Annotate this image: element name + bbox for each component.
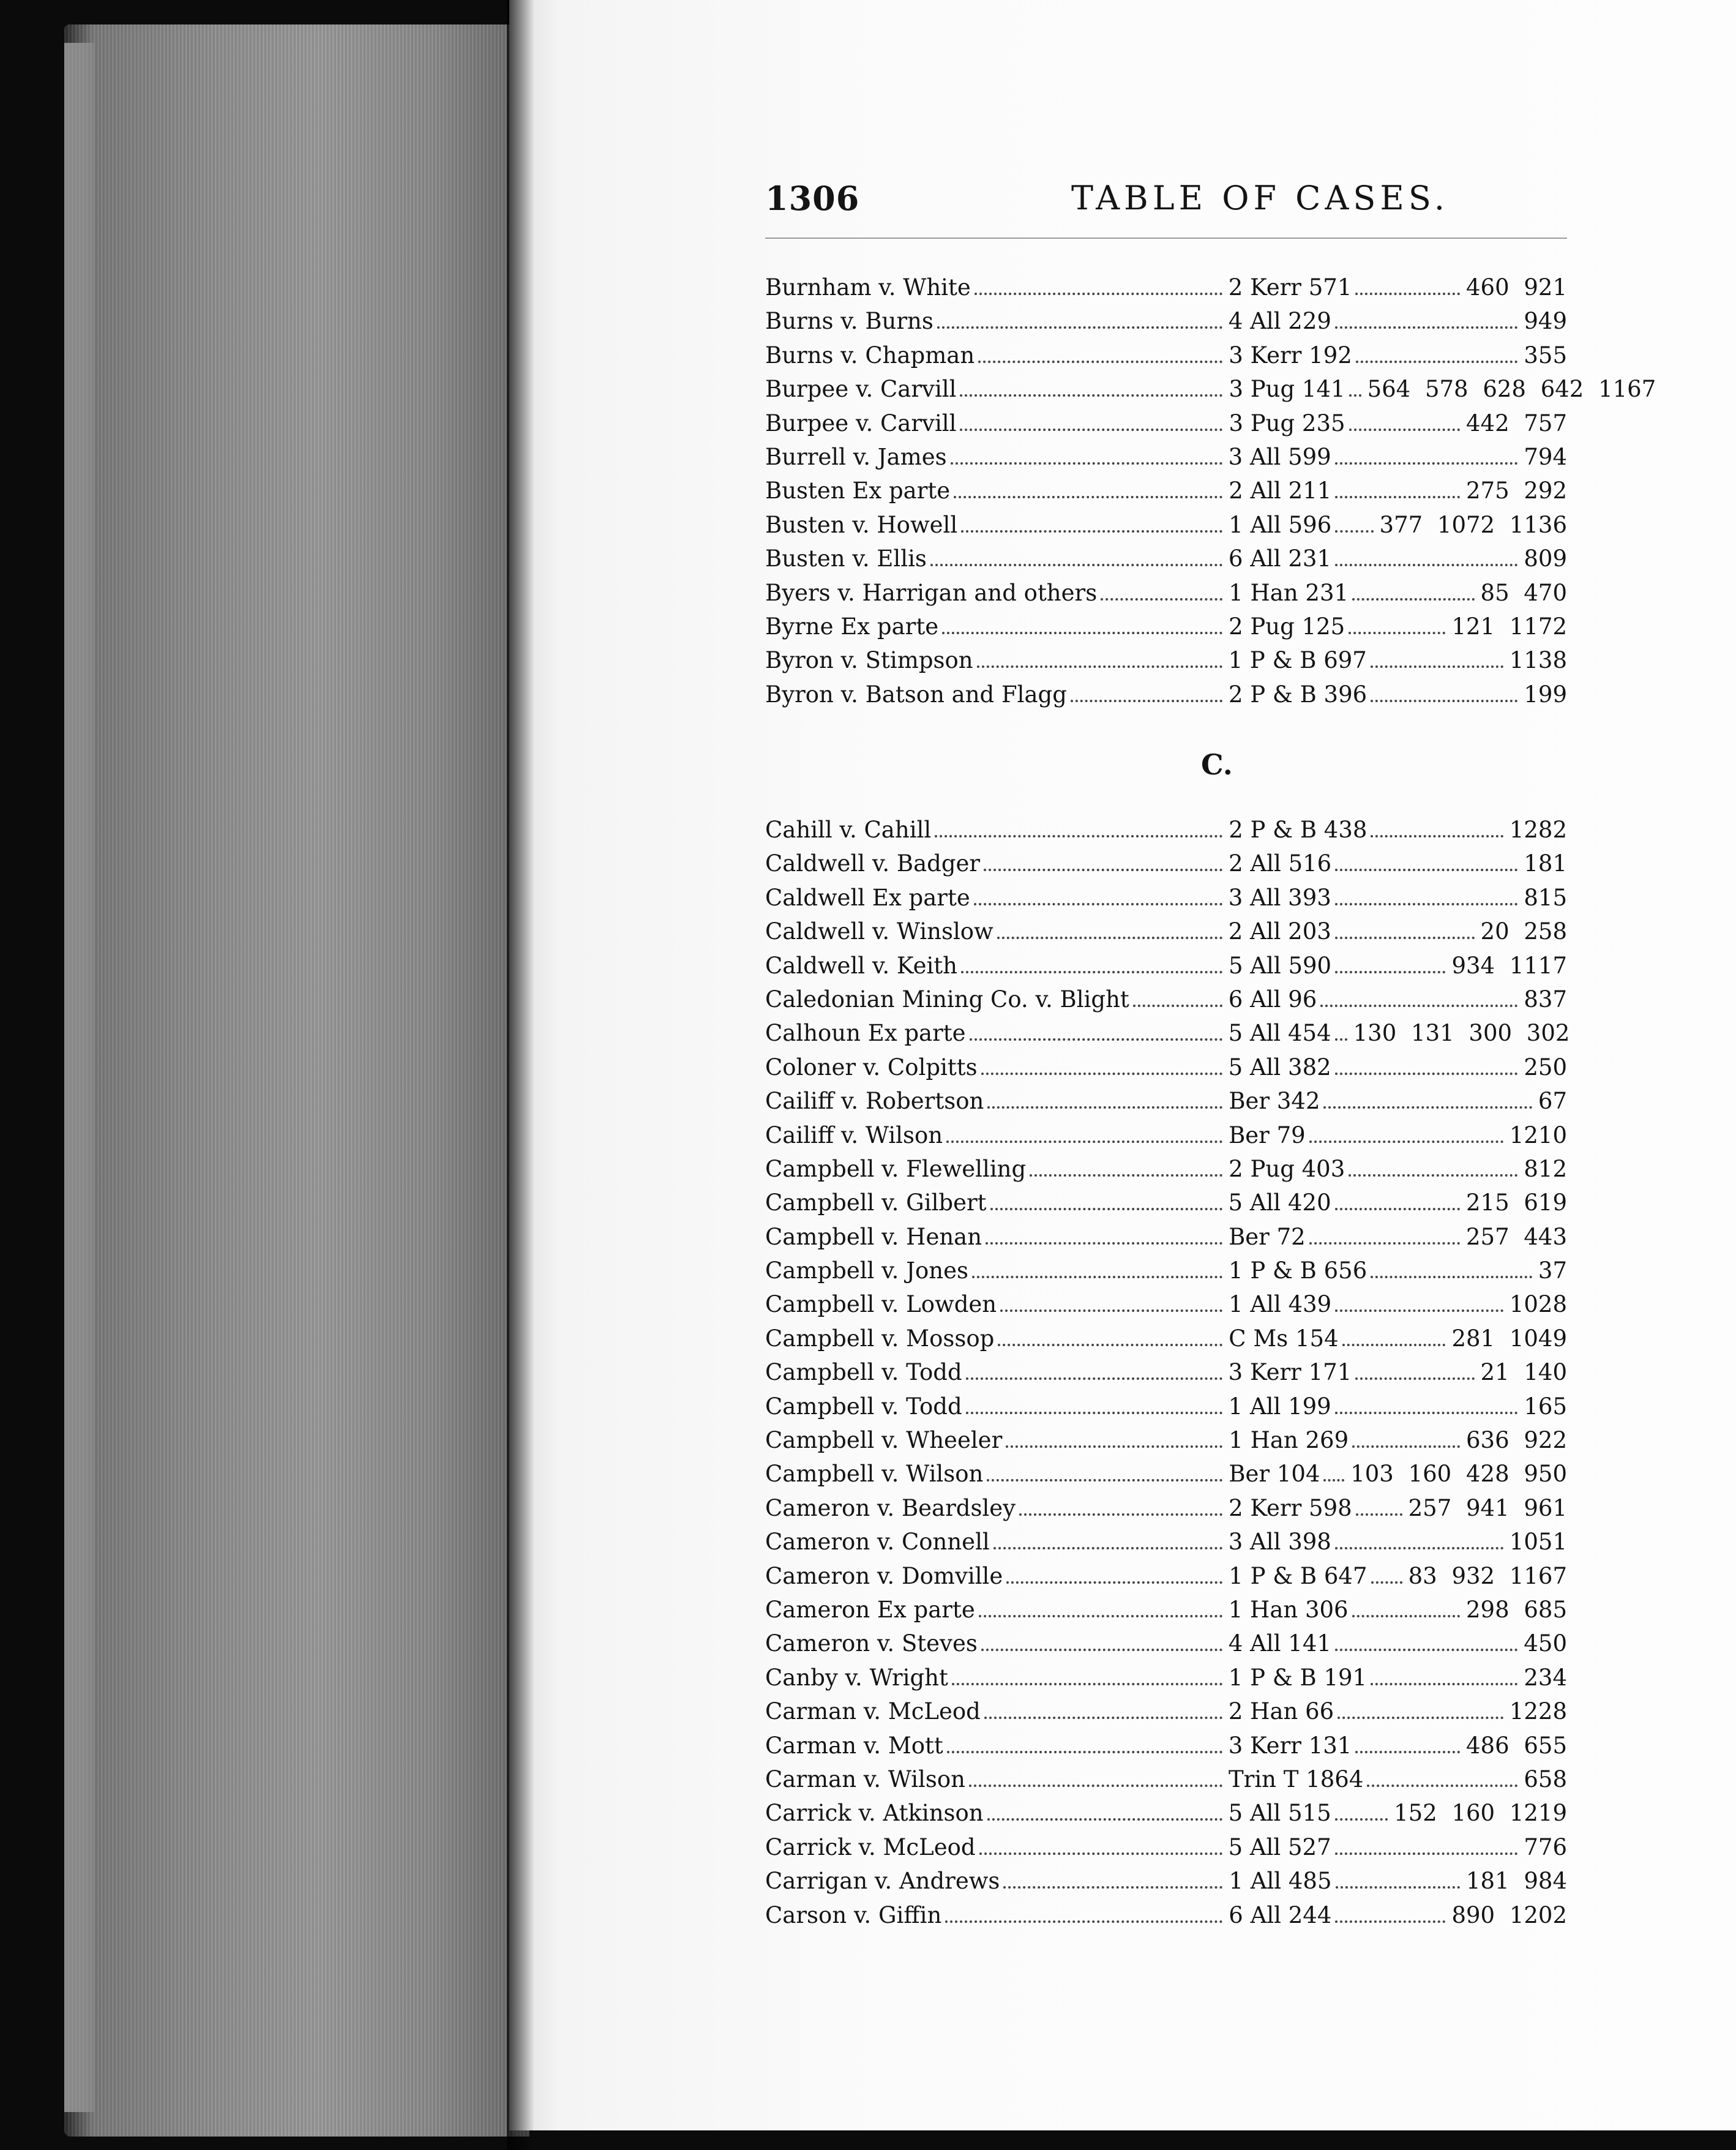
case-citation: 3 All 599: [1228, 443, 1331, 470]
page-references: 85 470: [1480, 579, 1567, 606]
case-entry: [765, 1051, 1567, 1084]
dot-leader: [1371, 700, 1517, 702]
case-entry: [765, 1559, 1567, 1593]
dot-leader: [1371, 1683, 1517, 1685]
case-entry: [765, 1118, 1567, 1152]
case-entry: [765, 1220, 1567, 1254]
dot-leader: [1335, 1412, 1518, 1414]
dot-leader: [947, 1751, 1222, 1753]
dot-leader: [1000, 1309, 1222, 1312]
dot-leader: [1335, 1852, 1518, 1855]
page-number: 1306: [765, 179, 860, 218]
case-name: Caldwell Ex parte: [765, 884, 970, 911]
dot-leader: [987, 1479, 1222, 1481]
page-references: 809: [1524, 545, 1567, 572]
case-citation: C Ms 154: [1229, 1325, 1339, 1352]
case-name: Busten v. Ellis: [765, 545, 927, 572]
case-name: Busten v. Howell: [765, 511, 958, 538]
case-name: Cailiff v. Robertson: [765, 1088, 984, 1115]
case-citation: 2 Kerr 598: [1229, 1494, 1352, 1521]
case-entry: [765, 983, 1567, 1016]
case-citation: 2 Han 66: [1228, 1698, 1334, 1725]
case-name: Cahill v. Cahill: [765, 817, 932, 843]
dot-leader: [945, 1920, 1222, 1923]
case-name: Carrigan v. Andrews: [765, 1868, 1000, 1895]
page-references: 250: [1524, 1054, 1567, 1081]
dot-leader: [946, 1141, 1222, 1143]
page-references: 564 578 628 642 1167: [1367, 376, 1656, 403]
case-entry: [765, 1898, 1567, 1932]
running-title: TABLE OF CASES.: [1071, 179, 1450, 217]
case-name: Caldwell v. Badger: [765, 850, 981, 877]
case-entry: [765, 915, 1567, 948]
case-citation: 1 All 596: [1229, 511, 1332, 538]
case-name: Campbell v. Flewelling: [765, 1155, 1027, 1182]
page-references: 658: [1524, 1766, 1567, 1792]
page-references: 794: [1524, 443, 1567, 470]
case-name: Carrick v. Atkinson: [765, 1800, 984, 1827]
dot-leader: [1352, 1445, 1460, 1448]
case-citation: 6 All 231: [1228, 545, 1331, 572]
case-citation: Ber 342: [1229, 1088, 1320, 1115]
dot-leader: [1349, 632, 1445, 634]
case-entry: [765, 643, 1567, 677]
dot-leader: [1355, 293, 1460, 295]
case-name: Cameron v. Connell: [765, 1529, 990, 1556]
case-entry: [765, 1423, 1567, 1457]
dot-leader: [966, 1377, 1222, 1380]
page-references: 215 619: [1465, 1189, 1567, 1216]
case-name: Campbell v. Mossop: [765, 1325, 995, 1352]
case-name: Coloner v. Colpitts: [765, 1054, 978, 1081]
dot-leader: [1355, 1377, 1474, 1380]
case-name: Canby v. Wright: [765, 1664, 948, 1691]
dot-leader: [1335, 937, 1475, 939]
case-entry: [765, 440, 1567, 474]
dot-leader: [1101, 598, 1222, 601]
case-name: Caldwell v. Keith: [765, 952, 957, 979]
dot-leader: [966, 1412, 1222, 1414]
dot-leader: [1309, 1141, 1503, 1143]
page-references: 355: [1524, 342, 1567, 369]
dot-leader: [990, 1208, 1222, 1210]
dot-leader: [1003, 1886, 1222, 1889]
case-entry: [765, 542, 1567, 575]
dot-leader: [961, 971, 1222, 973]
page-references: 20 258: [1480, 918, 1567, 945]
case-name: Campbell v. Todd: [765, 1359, 962, 1386]
case-citation: 4 All 141: [1228, 1630, 1331, 1657]
case-citation: 3 All 393: [1228, 884, 1331, 911]
page-references: 1228: [1509, 1698, 1567, 1725]
dot-leader: [1335, 1920, 1445, 1923]
page-references: 636 922: [1465, 1427, 1567, 1454]
case-name: Byers v. Harrigan and others: [765, 579, 1098, 606]
case-citation: Ber 104: [1229, 1461, 1320, 1488]
page-references: 199: [1524, 681, 1567, 708]
case-citation: 2 All 211: [1229, 478, 1332, 504]
case-entry: [765, 304, 1567, 338]
case-name: Busten Ex parte: [765, 478, 951, 504]
case-entry: [765, 1864, 1567, 1898]
case-citation: 5 All 420: [1228, 1189, 1331, 1216]
case-name: Burns v. Chapman: [765, 342, 975, 369]
page-references: 257 443: [1465, 1223, 1567, 1250]
dot-leader: [1335, 564, 1517, 566]
case-citation: 2 P & B 438: [1229, 817, 1367, 843]
page-references: 234: [1524, 1664, 1567, 1691]
dot-leader: [1335, 1547, 1503, 1549]
page-references: 257 941 961: [1408, 1494, 1567, 1521]
dot-leader: [1371, 1276, 1532, 1278]
case-name: Campbell v. Henan: [765, 1223, 982, 1250]
page-header: [765, 179, 1736, 228]
case-citation: Ber 72: [1229, 1223, 1306, 1250]
case-citation: Ber 79: [1229, 1122, 1306, 1148]
case-entry: [765, 610, 1567, 643]
page-references: 21 140: [1480, 1359, 1567, 1386]
page-references: 152 160 1219: [1394, 1800, 1567, 1827]
book-page-edges: [64, 24, 529, 2137]
case-name: Carson v. Giffin: [765, 1901, 942, 1928]
dot-leader: [1006, 1581, 1222, 1584]
case-name: Carman v. Wilson: [765, 1766, 965, 1792]
dot-leader: [1323, 1479, 1344, 1481]
case-name: Byrne Ex parte: [765, 613, 939, 640]
case-citation: 5 All 527: [1228, 1833, 1331, 1860]
page-references: 1282: [1509, 817, 1567, 843]
dot-leader: [1338, 1717, 1503, 1719]
page-references: 450: [1524, 1630, 1567, 1657]
case-entry: [765, 1525, 1567, 1559]
gutter-shadow: [507, 0, 534, 2150]
dot-leader: [981, 1073, 1222, 1075]
case-entry: [765, 1287, 1567, 1321]
dot-leader: [997, 937, 1222, 939]
dot-leader: [977, 665, 1222, 668]
dot-leader: [1336, 1886, 1460, 1889]
dot-leader: [986, 1242, 1222, 1245]
case-citation: 1 P & B 656: [1229, 1257, 1367, 1284]
dot-leader: [1323, 1106, 1532, 1109]
case-name: Calhoun Ex parte: [765, 1020, 966, 1047]
case-citation: 3 Pug 235: [1229, 410, 1345, 436]
case-citation: 2 All 516: [1229, 850, 1332, 877]
case-entry: [765, 1627, 1567, 1660]
page-references: 1051: [1509, 1529, 1567, 1556]
dot-leader: [1335, 326, 1517, 329]
dot-leader: [984, 1717, 1222, 1719]
case-citation: 1 Han 231: [1229, 579, 1349, 606]
dot-leader: [1309, 1242, 1460, 1245]
case-name: Burns v. Burns: [765, 308, 933, 335]
dot-leader: [1352, 1615, 1460, 1617]
case-entry: [765, 1593, 1567, 1627]
case-citation: 1 P & B 191: [1228, 1664, 1367, 1691]
dot-leader: [942, 632, 1222, 634]
page-references: 442 757: [1465, 410, 1567, 436]
case-citation: 5 All 382: [1228, 1054, 1331, 1081]
page-references: 812: [1524, 1155, 1567, 1182]
dot-leader: [1335, 462, 1518, 465]
case-entry: [765, 339, 1567, 372]
section-letter: C.: [1201, 748, 1233, 781]
case-citation: 5 All 454: [1228, 1020, 1331, 1047]
case-name: Caledonian Mining Co. v. Blight: [765, 986, 1129, 1013]
case-entry: [765, 576, 1567, 610]
dot-leader: [1030, 1174, 1222, 1177]
case-name: Cameron Ex parte: [765, 1596, 975, 1623]
case-citation: 3 Kerr 131: [1228, 1732, 1352, 1759]
case-list-b: [765, 271, 1656, 711]
case-name: Burpee v. Carvill: [765, 410, 957, 436]
case-entry: [765, 474, 1567, 508]
case-entry: [765, 847, 1567, 880]
case-entry: [765, 372, 1656, 406]
dot-leader: [974, 903, 1222, 905]
case-citation: 1 Han 269: [1229, 1427, 1349, 1454]
dot-leader: [1320, 1005, 1517, 1007]
case-name: Campbell v. Todd: [765, 1393, 962, 1420]
case-citation: 2 Kerr 571: [1228, 274, 1352, 301]
case-entry: [765, 271, 1567, 304]
case-citation: 3 All 398: [1228, 1529, 1331, 1556]
dot-leader: [1133, 1005, 1222, 1007]
case-citation: 6 All 244: [1229, 1901, 1332, 1928]
case-entry: [765, 1152, 1567, 1186]
page-references: 130 131 300 302: [1353, 1020, 1570, 1047]
case-citation: 1 All 199: [1228, 1393, 1331, 1420]
case-entry: [765, 1830, 1567, 1864]
page-references: 275 292: [1465, 478, 1567, 504]
case-name: Burnham v. White: [765, 274, 971, 301]
page-references: 181 984: [1465, 1868, 1567, 1895]
case-name: Burpee v. Carvill: [765, 376, 957, 403]
page-references: 67: [1538, 1088, 1567, 1115]
dot-leader: [1019, 1513, 1222, 1516]
dot-leader: [1335, 971, 1445, 973]
case-citation: 1 P & B 697: [1228, 647, 1367, 674]
page-references: 181: [1524, 850, 1567, 877]
dot-leader: [1371, 665, 1503, 668]
case-name: Campbell v. Gilbert: [765, 1189, 987, 1216]
page-references: 298 685: [1465, 1596, 1567, 1623]
case-entry: [765, 1084, 1567, 1118]
dot-leader: [975, 293, 1222, 295]
dot-leader: [1371, 835, 1503, 837]
book-spine-highlight: [64, 43, 95, 2112]
dot-leader: [981, 1649, 1222, 1651]
page-references: 121 1172: [1451, 613, 1567, 640]
page-references: 377 1072 1136: [1379, 511, 1567, 538]
case-entry: [765, 1254, 1567, 1287]
header-rule: [765, 238, 1567, 239]
dot-leader: [979, 1615, 1222, 1617]
case-entry: [765, 1762, 1567, 1796]
dot-leader: [969, 1785, 1222, 1787]
dot-leader: [970, 1038, 1222, 1041]
case-name: Cameron v. Steves: [765, 1630, 978, 1657]
case-citation: 1 All 485: [1229, 1868, 1332, 1895]
case-entry: [765, 1695, 1567, 1728]
dot-leader: [1335, 496, 1460, 498]
page-references: 460 921: [1465, 274, 1567, 301]
dot-leader: [1071, 700, 1222, 702]
dot-leader: [1335, 1073, 1518, 1075]
page-references: 890 1202: [1451, 1901, 1567, 1928]
case-citation: 2 P & B 396: [1228, 681, 1367, 708]
dot-leader: [1355, 1751, 1460, 1753]
case-entry: [765, 406, 1567, 440]
case-entry: [765, 1355, 1567, 1389]
dot-leader: [951, 462, 1222, 465]
dot-leader: [1335, 1818, 1388, 1821]
case-citation: 1 P & B 647: [1229, 1562, 1367, 1589]
dot-leader: [930, 564, 1222, 566]
case-entry: [765, 678, 1567, 711]
dot-leader: [1352, 598, 1474, 601]
case-citation: 5 All 590: [1229, 952, 1332, 979]
case-name: Byron v. Stimpson: [765, 647, 973, 674]
dot-leader: [1349, 1174, 1517, 1177]
case-citation: 2 All 203: [1228, 918, 1331, 945]
dot-leader: [1356, 361, 1518, 363]
dot-leader: [952, 1683, 1222, 1685]
case-entry: [765, 813, 1567, 847]
printed-page: [509, 0, 1736, 2130]
case-name: Cailiff v. Wilson: [765, 1122, 943, 1148]
case-name: Cameron v. Domville: [765, 1562, 1003, 1589]
case-entry: [765, 1322, 1567, 1355]
dot-leader: [1367, 1785, 1517, 1787]
case-name: Caldwell v. Winslow: [765, 918, 993, 945]
page-references: 776: [1524, 1833, 1567, 1860]
case-name: Campbell v. Jones: [765, 1257, 969, 1284]
dot-leader: [987, 1106, 1222, 1109]
case-name: Campbell v. Lowden: [765, 1291, 997, 1318]
case-entry: [765, 1796, 1567, 1830]
case-citation: Trin T 1864: [1228, 1766, 1364, 1792]
dot-leader: [1335, 1038, 1347, 1041]
page-references: 281 1049: [1451, 1325, 1567, 1352]
case-citation: 3 Kerr 171: [1228, 1359, 1352, 1386]
dot-leader: [987, 1818, 1222, 1821]
case-name: Burrell v. James: [765, 443, 947, 470]
case-name: Campbell v. Wilson: [765, 1461, 984, 1488]
case-citation: 3 Kerr 192: [1229, 342, 1352, 369]
page-references: 815: [1524, 884, 1567, 911]
case-entry: [765, 1186, 1567, 1219]
case-list-c: [765, 813, 1570, 1932]
case-name: Carman v. Mott: [765, 1732, 943, 1759]
dot-leader: [961, 530, 1222, 533]
dot-leader: [1335, 1208, 1460, 1210]
case-citation: 4 All 229: [1228, 308, 1331, 335]
page-references: 1028: [1509, 1291, 1567, 1318]
dot-leader: [1371, 1581, 1402, 1584]
dot-leader: [960, 394, 1222, 397]
dot-leader: [1349, 394, 1361, 397]
case-name: Byron v. Batson and Flagg: [765, 681, 1067, 708]
case-citation: 1 Han 306: [1228, 1596, 1349, 1623]
dot-leader: [937, 326, 1222, 329]
page-references: 165: [1524, 1393, 1567, 1420]
case-entry: [765, 949, 1567, 983]
case-entry: [765, 1729, 1567, 1762]
case-entry: [765, 881, 1567, 915]
case-entry: [765, 1661, 1567, 1695]
page-references: 949: [1524, 308, 1567, 335]
dot-leader: [1335, 1309, 1503, 1312]
page-references: 486 655: [1465, 1732, 1567, 1759]
dot-leader: [978, 361, 1222, 363]
page-references: 1138: [1509, 647, 1567, 674]
dot-leader: [1356, 1513, 1402, 1516]
page-references: 103 160 428 950: [1350, 1461, 1567, 1488]
case-citation: 2 Pug 125: [1229, 613, 1345, 640]
case-citation: 2 Pug 403: [1229, 1155, 1345, 1182]
dot-leader: [1335, 869, 1517, 871]
case-citation: 6 All 96: [1228, 986, 1317, 1013]
page-references: 837: [1524, 986, 1567, 1013]
dot-leader: [1349, 429, 1460, 431]
case-citation: 1 All 439: [1229, 1291, 1332, 1318]
dot-leader: [998, 1344, 1222, 1346]
dot-leader: [1335, 1649, 1517, 1651]
dot-leader: [984, 869, 1222, 871]
case-name: Carrick v. McLeod: [765, 1833, 976, 1860]
case-entry: [765, 1457, 1567, 1491]
case-entry: [765, 1390, 1567, 1423]
case-name: Carman v. McLeod: [765, 1698, 981, 1725]
dot-leader: [1335, 530, 1373, 533]
page-references: 1210: [1509, 1122, 1567, 1148]
case-name: Campbell v. Wheeler: [765, 1427, 1003, 1454]
dot-leader: [993, 1547, 1222, 1549]
case-entry: [765, 1016, 1570, 1050]
dot-leader: [972, 1276, 1222, 1278]
dot-leader: [979, 1852, 1222, 1855]
case-citation: 5 All 515: [1228, 1800, 1331, 1827]
case-entry: [765, 508, 1567, 542]
case-entry: [765, 1491, 1567, 1525]
page-references: 934 1117: [1451, 952, 1567, 979]
dot-leader: [1335, 903, 1518, 905]
dot-leader: [954, 496, 1222, 498]
case-citation: 3 Pug 141: [1229, 376, 1345, 403]
page-references: 83 932 1167: [1408, 1562, 1567, 1589]
dot-leader: [960, 429, 1222, 431]
dot-leader: [1006, 1445, 1222, 1448]
page-references: 37: [1538, 1257, 1567, 1284]
case-name: Cameron v. Beardsley: [765, 1494, 1016, 1521]
dot-leader: [935, 835, 1222, 837]
dot-leader: [1342, 1344, 1446, 1346]
